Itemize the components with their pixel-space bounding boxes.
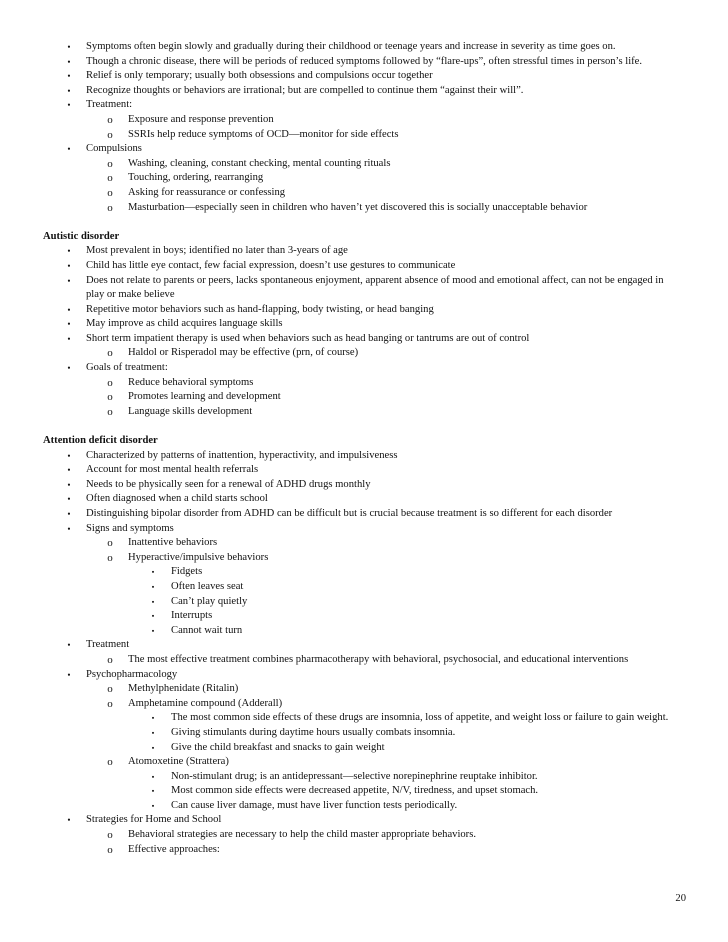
section: [0, 434, 728, 857]
item-text: Atomoxetine (Strattera): [128, 756, 229, 768]
list-marker: •: [67, 669, 71, 680]
list-marker: •: [67, 815, 71, 826]
item-text: Methylphenidate (Ritalin): [128, 683, 239, 695]
list-marker: •: [67, 85, 71, 96]
item-text: Masturbation—especially seen in children who haven’t yet discovered this is socially unacceptable behavior: [128, 201, 588, 213]
item-text: Hyperactive/impulsive behaviors: [128, 551, 269, 563]
list-marker: o: [107, 405, 113, 418]
item-text: Giving stimulants during daytime hours usually combats insomnia.: [171, 726, 456, 738]
sub-item: [0, 390, 728, 405]
list-marker: o: [107, 172, 113, 185]
list-marker: ▪: [151, 743, 155, 752]
item-text: Touching, ordering, rearranging: [128, 172, 264, 184]
list-marker: •: [67, 100, 71, 111]
bullet-item: [0, 522, 728, 537]
list-marker: •: [67, 509, 71, 519]
list-marker: ▪: [151, 787, 155, 796]
list-marker: •: [67, 56, 71, 67]
item-text: Often diagnosed when a child starts school: [86, 493, 268, 505]
sub-item: [0, 828, 728, 843]
bullet-item: [0, 259, 728, 274]
item-text: Psychopharmacology: [86, 668, 178, 680]
list-marker: o: [107, 347, 113, 360]
sub-sub-item: [0, 624, 728, 639]
section: [0, 40, 728, 215]
list-marker: •: [67, 275, 71, 286]
list-marker: o: [107, 186, 113, 199]
sub-item: [0, 682, 728, 697]
bullet-item: [0, 55, 728, 70]
list-marker: ▪: [151, 597, 155, 606]
item-text: Treatment: [86, 639, 130, 651]
bullet-item: [0, 332, 728, 347]
item-text: Can’t play quietly: [171, 595, 248, 607]
item-text: Most common side effects were decreased appetite, N/V, tiredness, and upset stomach.: [171, 785, 539, 797]
list-marker: o: [107, 843, 113, 856]
sub-item: [0, 405, 728, 420]
bullet-item: [0, 317, 728, 332]
list-marker: o: [107, 756, 113, 769]
item-text: Repetitive motor behaviors such as hand-flapping, body twisting, or head banging: [86, 303, 434, 315]
item-text: Behavioral strategies are necessary to help the child master appropriate behaviors.: [128, 829, 476, 841]
list-marker: •: [67, 363, 71, 374]
list-marker: •: [67, 42, 71, 52]
sub-sub-item: [0, 799, 728, 814]
list-marker: o: [107, 391, 113, 404]
page-number: 20: [675, 893, 686, 904]
list-marker: o: [107, 829, 113, 842]
sub-item: [0, 551, 728, 566]
list-marker: o: [107, 376, 113, 389]
item-text: The most effective treatment combines pharmacotherapy with behavioral, psychosocial, and educational interventions: [128, 653, 629, 665]
sub-sub-item: [0, 595, 728, 610]
list-marker: •: [67, 304, 71, 315]
list-marker: o: [107, 157, 113, 170]
section-title: Autistic disorder: [43, 230, 120, 242]
item-text: Recognize thoughts or behaviors are irrational; but are compelled to continue them “against their will”.: [86, 84, 524, 96]
item-text: May improve as child acquires language skills: [86, 318, 283, 330]
sub-sub-item: [0, 770, 728, 785]
list-marker: o: [107, 551, 113, 564]
sub-item: [0, 376, 728, 391]
item-text: Promotes learning and development: [128, 391, 281, 403]
item-text: Fidgets: [171, 566, 203, 578]
list-marker: ▪: [151, 714, 155, 723]
list-marker: ▪: [151, 582, 155, 591]
sub-item: [0, 653, 728, 668]
bullet-item: [0, 507, 728, 522]
item-text: Distinguishing bipolar disorder from ADHD can be difficult but is crucial because treatment is so different for each disorder: [86, 508, 613, 519]
item-text: Asking for reassurance or confessing: [128, 186, 286, 198]
bullet-item: [0, 303, 728, 318]
item-text: Symptoms often begin slowly and gradually during their childhood or teenage years and increase in severity as time goes on.: [86, 41, 616, 52]
sub-item: [0, 171, 728, 186]
item-text: Language skills development: [128, 405, 253, 417]
bullet-item: [0, 492, 728, 507]
list-marker: •: [67, 640, 71, 651]
item-text: Short term impatient therapy is used when behaviors such as head banging or tantrums are out of control: [86, 332, 530, 344]
item-text: Signs and symptoms: [86, 522, 174, 534]
list-marker: ▪: [151, 728, 155, 737]
item-text: Interrupts: [171, 610, 213, 622]
item-text: Exposure and response prevention: [128, 113, 274, 125]
list-marker: •: [67, 465, 71, 476]
bullet-item: [0, 98, 728, 113]
list-marker: •: [67, 260, 71, 271]
section-title: Attention deficit disorder: [43, 435, 158, 447]
list-marker: •: [67, 319, 71, 330]
sub-sub-item: [0, 565, 728, 580]
list-marker: •: [67, 246, 71, 257]
bullet-item: [0, 69, 728, 84]
bullet-item: [0, 40, 728, 55]
item-text: Amphetamine compound (Adderall): [128, 697, 283, 709]
item-text: Haldol or Risperadol may be effective (prn, of course): [128, 347, 359, 359]
bullet-item: [0, 668, 728, 683]
item-text: Often leaves seat: [171, 580, 244, 592]
document-body: [0, 40, 728, 872]
sub-item: [0, 186, 728, 201]
list-marker: o: [107, 128, 113, 141]
list-marker: •: [67, 450, 71, 461]
sub-item: [0, 536, 728, 551]
bullet-item: [0, 274, 728, 303]
list-marker: •: [67, 71, 71, 82]
sub-sub-item: [0, 580, 728, 595]
item-text: Inattentive behaviors: [128, 537, 218, 549]
sub-sub-item: [0, 609, 728, 624]
item-text: Treatment:: [86, 99, 133, 111]
bullet-item: [0, 142, 728, 157]
item-text: Though a chronic disease, there will be periods of reduced symptoms followed by “flare-ups”, often stressful times in person’s life.: [86, 55, 643, 67]
item-text: Relief is only temporary; usually both obsessions and compulsions occur together: [86, 70, 433, 82]
sub-sub-item: [0, 726, 728, 741]
item-text: Does not relate to parents or peers, lacks spontaneous enjoyment, apparent absence of mood and emotional affect, can not be engaged in play or make believe: [86, 274, 664, 301]
item-text: Child has little eye contact, few facial expression, doesn’t use gestures to communicate: [86, 259, 456, 271]
list-marker: •: [67, 523, 71, 534]
item-text: Reduce behavioral symptoms: [128, 376, 254, 388]
sub-item: [0, 755, 728, 770]
item-text: Account for most mental health referrals: [86, 464, 259, 476]
item-text: Needs to be physically seen for a renewal of ADHD drugs monthly: [86, 478, 371, 490]
sub-item: [0, 346, 728, 361]
list-marker: ▪: [151, 772, 155, 781]
item-text: Can cause liver damage, must have liver function tests periodically.: [171, 799, 458, 811]
bullet-item: [0, 84, 728, 99]
list-marker: •: [67, 333, 71, 344]
sub-item: [0, 157, 728, 172]
bullet-item: [0, 813, 728, 828]
list-marker: ▪: [151, 801, 155, 810]
list-marker: o: [107, 201, 113, 214]
section: [0, 230, 728, 420]
item-text: Cannot wait turn: [171, 624, 243, 636]
item-text: Goals of treatment:: [86, 362, 168, 374]
sub-item: [0, 113, 728, 128]
list-marker: o: [107, 683, 113, 696]
list-marker: •: [67, 144, 71, 155]
item-text: Compulsions: [86, 143, 142, 155]
list-marker: ▪: [151, 626, 155, 635]
bullet-item: [0, 244, 728, 259]
item-text: Most prevalent in boys; identified no later than 3-years of age: [86, 245, 348, 257]
item-text: Give the child breakfast and snacks to gain weight: [171, 741, 385, 753]
sub-item: [0, 128, 728, 143]
bullet-item: [0, 638, 728, 653]
bullet-item: [0, 478, 728, 493]
bullet-item: [0, 449, 728, 464]
list-marker: o: [107, 113, 113, 126]
list-marker: •: [67, 479, 71, 490]
item-text: Characterized by patterns of inattention, hyperactivity, and impulsiveness: [86, 449, 398, 461]
sub-item: [0, 843, 728, 858]
sub-item: [0, 201, 728, 216]
sub-sub-item: [0, 741, 728, 756]
list-marker: o: [107, 653, 113, 666]
item-text: Effective approaches:: [128, 843, 220, 855]
item-text: Non-stimulant drug; is an antidepressant—selective norepinephrine reuptake inhibitor.: [171, 770, 538, 782]
bullet-item: [0, 361, 728, 376]
list-marker: ▪: [151, 568, 155, 577]
item-text: Strategies for Home and School: [86, 814, 222, 826]
list-marker: •: [67, 494, 71, 505]
item-text: SSRIs help reduce symptoms of OCD—monitor for side effects: [128, 128, 399, 140]
list-marker: o: [107, 697, 113, 710]
item-text: Washing, cleaning, constant checking, mental counting rituals: [128, 157, 391, 169]
sub-sub-item: [0, 784, 728, 799]
list-marker: o: [107, 537, 113, 550]
sub-item: [0, 697, 728, 712]
sub-sub-item: [0, 711, 728, 726]
item-text: The most common side effects of these drugs are insomnia, loss of appetite, and weight loss or failure to gain weight.: [171, 712, 669, 724]
list-marker: ▪: [151, 612, 155, 621]
bullet-item: [0, 463, 728, 478]
